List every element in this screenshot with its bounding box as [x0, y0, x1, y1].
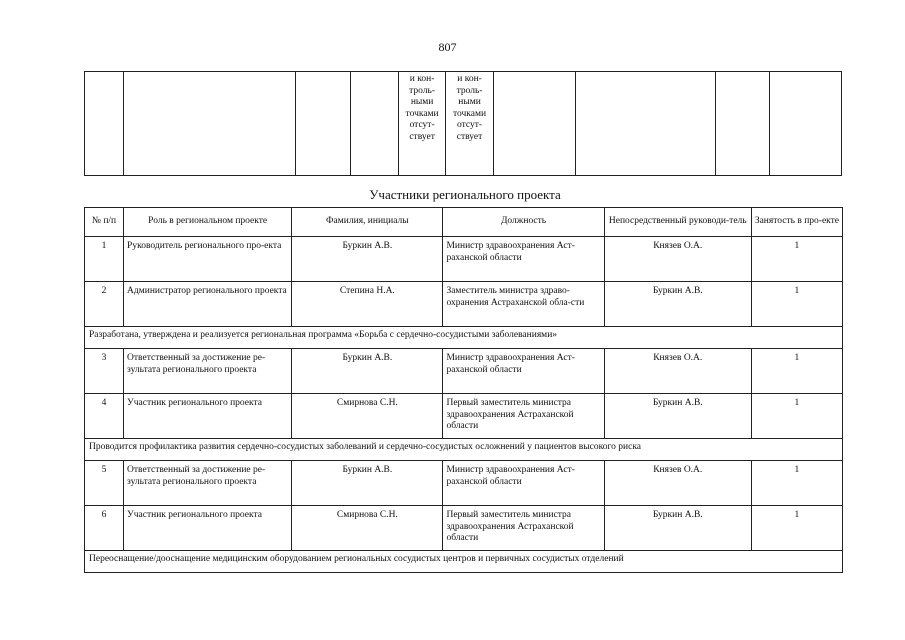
- table-row: [85, 506, 843, 551]
- fragment-line: и кон-: [457, 74, 482, 84]
- table-row: [85, 394, 843, 439]
- cell-role: Участник регионального проекта: [124, 506, 292, 551]
- fragment-line: отсут-: [409, 120, 435, 130]
- section-banner-row: [85, 327, 843, 349]
- cell-position: Заместитель министра здраво-охранения Астраханской обла-сти: [443, 282, 604, 327]
- cell-load: 1: [751, 349, 842, 394]
- cell-supervisor: Князев О.А.: [604, 349, 751, 394]
- cell-role: Администратор регионального проекта: [124, 282, 292, 327]
- cell-name: Степина Н.А.: [292, 282, 443, 327]
- cell-name: Буркин А.В.: [292, 461, 443, 506]
- table-cell: [493, 72, 575, 176]
- cell-load: 1: [751, 506, 842, 551]
- section-banner: Разработана, утверждена и реализуется региональная программа «Борьба с сердечно-сосудистыми заболеваниями»: [85, 327, 843, 349]
- cell-load: 1: [751, 282, 842, 327]
- cell-num: 1: [85, 237, 124, 282]
- fragment-cell-text: [398, 72, 445, 176]
- header-role: Роль в региональном проекте: [124, 208, 292, 237]
- cell-position: Первый заместитель министра здравоохранения Астраханской области: [443, 506, 604, 551]
- cell-supervisor: Буркин А.В.: [604, 394, 751, 439]
- table-cell: [770, 72, 842, 176]
- table-cell: [575, 72, 715, 176]
- cell-supervisor: Князев О.А.: [604, 461, 751, 506]
- cell-name: Буркин А.В.: [292, 237, 443, 282]
- section-banner-row: [85, 551, 843, 573]
- page-number: 807: [438, 40, 457, 54]
- table-cell: [295, 72, 351, 176]
- cell-load: 1: [751, 394, 842, 439]
- cell-supervisor: Буркин А.В.: [604, 506, 751, 551]
- table-row: [85, 72, 842, 176]
- cell-role: Ответственный за достижение ре-зультата регионального проекта: [124, 349, 292, 394]
- cell-supervisor: Князев О.А.: [604, 237, 751, 282]
- cell-name: Смирнова С.Н.: [292, 506, 443, 551]
- cell-load: 1: [751, 237, 842, 282]
- table-cell: [715, 72, 770, 176]
- cell-position: Министр здравоохранения Аст-раханской области: [443, 461, 604, 506]
- table-cell: [351, 72, 398, 176]
- cell-position: Министр здравоохранения Аст-раханской области: [443, 237, 604, 282]
- cell-num: 4: [85, 394, 124, 439]
- cell-name: Буркин А.В.: [292, 349, 443, 394]
- cell-num: 5: [85, 461, 124, 506]
- section-banner: Переоснащение/дооснащение медицинским оборудованием региональных сосудистых центров и первичных сосудистых отделений: [85, 551, 843, 573]
- fragment-line: ствует: [409, 131, 435, 142]
- cell-load: 1: [751, 461, 842, 506]
- fragment-cell-text: [446, 72, 493, 176]
- cell-role: Участник регионального проекта: [124, 394, 292, 439]
- header-name: Фамилия, инициалы: [292, 208, 443, 237]
- fragment-line: ными: [410, 97, 434, 107]
- previous-table-fragment: [84, 71, 842, 176]
- table-cell: [85, 72, 124, 176]
- fragment-line: ными: [458, 97, 481, 107]
- participants-table: [84, 207, 843, 573]
- fragment-line: отсут-: [457, 120, 483, 130]
- header-num: № п/п: [85, 208, 124, 237]
- cell-position: Министр здравоохранения Аст-раханской области: [443, 349, 604, 394]
- cell-num: 3: [85, 349, 124, 394]
- section-title: Участники регионального проекта: [369, 187, 561, 202]
- cell-role: Ответственный за достижение ре-зультата регионального проекта: [124, 461, 292, 506]
- table-row: [85, 282, 843, 327]
- fragment-line: троль-: [456, 85, 483, 96]
- table-row: [85, 349, 843, 394]
- cell-num: 6: [85, 506, 124, 551]
- table-row: [85, 461, 843, 506]
- header-supervisor: Непосредственный руководи-тель: [604, 208, 751, 237]
- cell-role: Руководитель регионального про-екта: [124, 237, 292, 282]
- fragment-line: ствует: [456, 131, 483, 142]
- cell-position: Первый заместитель министра здравоохранения Астраханской области: [443, 394, 604, 439]
- section-banner-row: [85, 439, 843, 461]
- table-cell: [124, 72, 296, 176]
- table-header-row: [85, 208, 843, 237]
- header-load: Занятость в про-екте: [751, 208, 842, 237]
- section-banner: Проводится профилактика развития сердечно-сосудистых заболеваний и сердечно-сосудистых осложнений у пациентов высокого риска: [85, 439, 843, 461]
- fragment-line: точками: [452, 108, 487, 119]
- table-row: [85, 237, 843, 282]
- fragment-line: троль-: [409, 85, 436, 96]
- header-position: Должность: [443, 208, 604, 237]
- cell-name: Смирнова С.Н.: [292, 394, 443, 439]
- fragment-line: точками: [405, 108, 439, 119]
- fragment-line: и кон-: [409, 74, 435, 84]
- cell-supervisor: Буркин А.В.: [604, 282, 751, 327]
- cell-num: 2: [85, 282, 124, 327]
